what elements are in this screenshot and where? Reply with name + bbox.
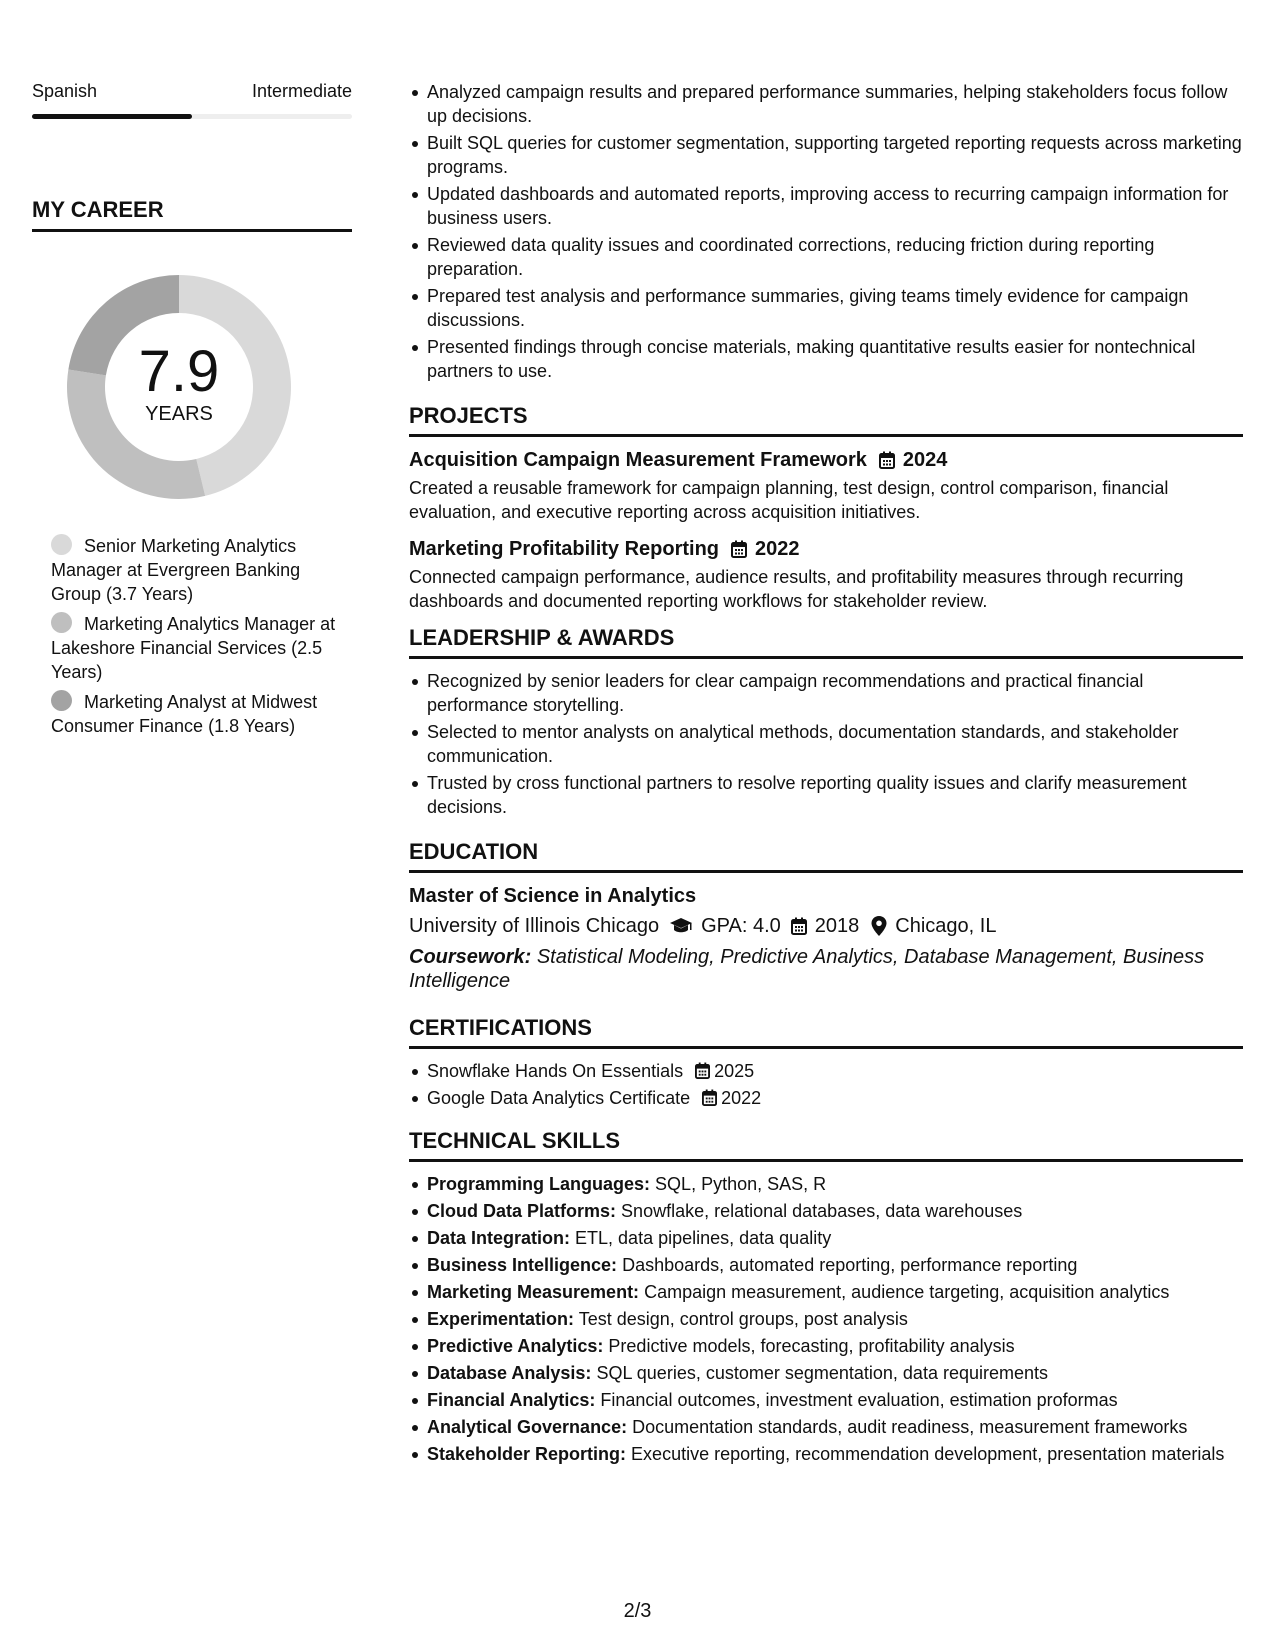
- certification-item: [409, 1059, 1243, 1083]
- leadership-section: [409, 625, 1243, 819]
- calendar-icon: [791, 917, 807, 935]
- skill-values: Snowflake, relational databases, data warehouses: [621, 1201, 1023, 1221]
- skill-category: Financial Analytics:: [427, 1390, 596, 1410]
- project-name: Marketing Profitability Reporting: [409, 538, 720, 560]
- certifications-section: [409, 1015, 1243, 1110]
- skill-category: Predictive Analytics:: [427, 1336, 604, 1356]
- experience-bullet: Updated dashboards and automated reports, improving access to recurring campaign information for business users.: [409, 182, 1243, 230]
- skill-item: [409, 1172, 1243, 1196]
- leadership-item: Trusted by cross functional partners to resolve reporting quality issues and clarify measurement decisions.: [409, 771, 1243, 819]
- education-title: EDUCATION: [409, 839, 1243, 873]
- project-header: [409, 536, 1243, 562]
- project-description: Connected campaign performance, audience results, and profitability measures through recurring dashboards and documented reporting workflows for stakeholder review.: [409, 567, 1184, 611]
- skill-item: [409, 1388, 1243, 1412]
- career-total-unit: YEARS: [145, 403, 213, 425]
- legend-dot: [51, 534, 72, 555]
- leadership-list: [409, 669, 1243, 819]
- project-description: Created a reusable framework for campaign planning, test design, control comparison, financial evaluation, and executive reporting across acquisition initiatives.: [409, 478, 1169, 522]
- certification-year: 2025: [714, 1061, 755, 1081]
- skill-item: [409, 1280, 1243, 1304]
- career-section-title: MY CAREER: [32, 197, 352, 232]
- experience-bullet: Presented findings through concise materials, making quantitative results easier for nontechnical partners to use.: [409, 335, 1243, 383]
- certifications-title: CERTIFICATIONS: [409, 1015, 1243, 1049]
- career-role-label: Marketing Analytics Manager at Lakeshore Financial Services (2.5 Years): [51, 614, 336, 682]
- skill-values: Documentation standards, audit readiness, measurement frameworks: [632, 1417, 1188, 1437]
- education-details: [409, 912, 1243, 940]
- skill-category: Marketing Measurement:: [427, 1282, 640, 1302]
- skill-values: Executive reporting, recommendation development, presentation materials: [631, 1444, 1225, 1464]
- project-header: [409, 447, 1243, 473]
- experience-bullet: Built SQL queries for customer segmentation, supporting targeted reporting requests across marketing programs.: [409, 131, 1243, 179]
- certification-year: 2022: [721, 1088, 762, 1108]
- career-role-item: [32, 612, 352, 684]
- certification-name: Snowflake Hands On Essentials: [427, 1061, 684, 1081]
- education-year: 2018: [814, 915, 860, 937]
- skill-values: Predictive models, forecasting, profitability analysis: [608, 1336, 1015, 1356]
- career-role-label: Marketing Analyst at Midwest Consumer Finance (1.8 Years): [51, 692, 318, 736]
- legend-dot: [51, 690, 72, 711]
- skill-category: Analytical Governance:: [427, 1417, 628, 1437]
- education-location: Chicago, IL: [895, 915, 997, 937]
- skill-item: [409, 1199, 1243, 1223]
- language-proficiency-fill: [32, 114, 192, 119]
- project-year: 2024: [902, 449, 948, 471]
- projects-section: [409, 403, 1243, 613]
- project-year: 2022: [755, 538, 800, 560]
- education-section: [409, 839, 1243, 993]
- skill-category: Experimentation:: [427, 1309, 575, 1329]
- skill-item: [409, 1442, 1243, 1466]
- skill-item: [409, 1307, 1243, 1331]
- page-number: 2/3: [623, 1600, 652, 1622]
- skill-category: Cloud Data Platforms:: [427, 1201, 617, 1221]
- legend-dot: [51, 612, 72, 633]
- skill-item: [409, 1253, 1243, 1277]
- career-donut-chart: [66, 274, 292, 500]
- language-proficiency-bar: [32, 114, 352, 119]
- skill-item: [409, 1334, 1243, 1358]
- experience-bullet: Prepared test analysis and performance summaries, giving teams timely evidence for campaign discussions.: [409, 284, 1243, 332]
- skill-category: Data Integration:: [427, 1228, 571, 1248]
- skills-title: TECHNICAL SKILLS: [409, 1128, 1243, 1162]
- project-list: [409, 447, 1243, 613]
- skill-item: [409, 1361, 1243, 1385]
- skill-values: Test design, control groups, post analysis: [578, 1309, 908, 1329]
- leadership-item: Selected to mentor analysts on analytical methods, documentation standards, and stakeholder communication.: [409, 720, 1243, 768]
- career-role-list: [32, 534, 352, 738]
- right-column: [409, 80, 1243, 1469]
- project-name: Acquisition Campaign Measurement Framework: [409, 449, 867, 471]
- coursework-list: Statistical Modeling, Predictive Analytics, Database Management, Business Intelligence: [409, 946, 1205, 992]
- calendar-icon: [702, 1089, 717, 1106]
- skill-item: [409, 1226, 1243, 1250]
- language-name: Spanish: [32, 81, 98, 101]
- skill-category: Business Intelligence:: [427, 1255, 618, 1275]
- skills-list: [409, 1172, 1243, 1466]
- donut-center: [66, 274, 292, 500]
- skill-values: SQL queries, customer segmentation, data requirements: [596, 1363, 1049, 1383]
- coursework-label: Coursework:: [409, 946, 532, 968]
- skill-values: ETL, data pipelines, data quality: [575, 1228, 832, 1248]
- certification-item: [409, 1086, 1243, 1110]
- education-degree: Master of Science in Analytics: [409, 885, 697, 907]
- skill-values: Campaign measurement, audience targeting, acquisition analytics: [644, 1282, 1170, 1302]
- skills-section: [409, 1128, 1243, 1466]
- projects-title: PROJECTS: [409, 403, 1243, 437]
- skill-item: [409, 1415, 1243, 1439]
- education-gpa: GPA: 4.0: [701, 915, 781, 937]
- leadership-item: Recognized by senior leaders for clear campaign recommendations and practical financial performance storytelling.: [409, 669, 1243, 717]
- graduation-cap-icon: [669, 917, 693, 935]
- skill-category: Programming Languages:: [427, 1174, 651, 1194]
- career-role-item: [32, 534, 352, 606]
- education-coursework: [409, 945, 1243, 993]
- leadership-title: LEADERSHIP & AWARDS: [409, 625, 1243, 659]
- skill-values: Financial outcomes, investment evaluation, estimation proformas: [600, 1390, 1118, 1410]
- education-school: University of Illinois Chicago: [409, 915, 660, 937]
- experience-bullet: Reviewed data quality issues and coordinated corrections, reducing friction during reporting preparation.: [409, 233, 1243, 281]
- skill-category: Stakeholder Reporting:: [427, 1444, 627, 1464]
- certification-name: Google Data Analytics Certificate: [427, 1088, 691, 1108]
- experience-bullet: Analyzed campaign results and prepared performance summaries, helping stakeholders focus follow up decisions.: [409, 80, 1243, 128]
- calendar-icon: [695, 1062, 710, 1079]
- location-pin-icon: [871, 916, 887, 936]
- skill-category: Database Analysis:: [427, 1363, 592, 1383]
- certification-list: [409, 1059, 1243, 1110]
- language-level: Intermediate: [251, 81, 352, 101]
- career-total-years: 7.9: [138, 339, 220, 404]
- career-role-label: Senior Marketing Analytics Manager at Evergreen Banking Group (3.7 Years): [51, 536, 301, 604]
- skill-values: SQL, Python, SAS, R: [655, 1174, 827, 1194]
- career-role-item: [32, 690, 352, 738]
- skill-values: Dashboards, automated reporting, performance reporting: [622, 1255, 1078, 1275]
- left-column: [32, 80, 352, 744]
- language-row: [32, 80, 352, 102]
- calendar-icon: [731, 540, 747, 558]
- calendar-icon: [879, 451, 895, 469]
- experience-bullet-list: [409, 80, 1243, 383]
